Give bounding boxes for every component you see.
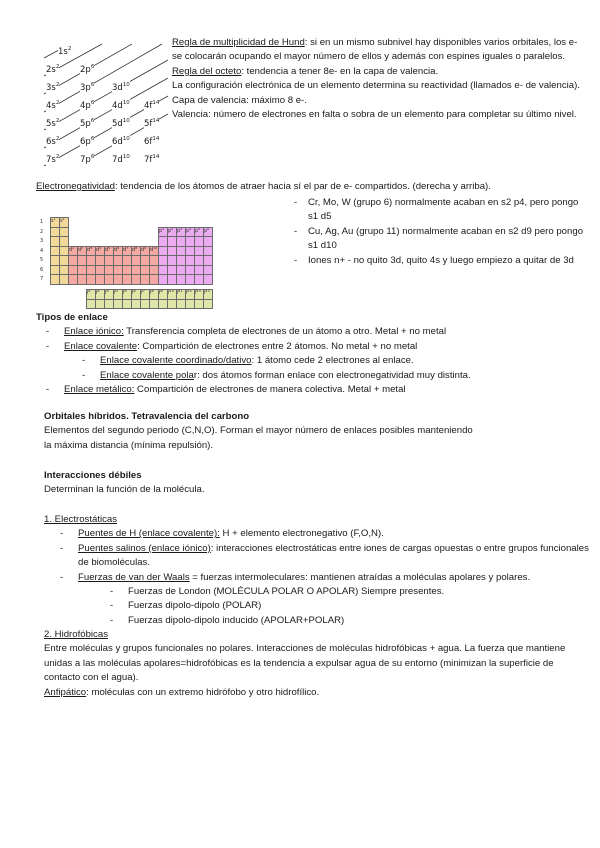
electro-section — [44, 513, 596, 628]
d-label: d³ — [87, 246, 93, 253]
p-label: p² — [168, 227, 174, 234]
electroneg-line — [36, 180, 596, 194]
list-item: - Fuerzas dipolo-dipolo inducido (APOLAR+POLAR) — [110, 614, 345, 626]
dipolo-text: Fuerzas dipolo-dipolo (POLAR) — [128, 600, 262, 612]
exceptions-list — [292, 196, 588, 268]
list-item: - Fuerzas de London (MOLÉCULA POLAR O APOLAR) Siempre presentes. — [110, 586, 445, 598]
f-label: f¹⁰ — [168, 290, 174, 297]
p-label: p¹ — [159, 227, 165, 234]
london-text: Fuerzas de London (MOLÉCULA POLAR O APOLAR) Siempre presentes. — [128, 586, 445, 598]
hibridos-line-2: la máxima distancia (mínima repulsión). — [44, 439, 214, 451]
orbital-label: $3s^2$ — [46, 78, 59, 95]
list-item: - Cu, Ag, Au (grupo 11) normalmente acaban en s2 d9 pero pongo s1 d10 — [294, 225, 584, 252]
hibridos-line-1: Elementos del segundo periodo (C,N,O). Forman el mayor número de enlaces posibles manteniendo — [44, 425, 473, 437]
polar-title-end: r — [193, 369, 198, 381]
anfipatico-title: Anfipático — [44, 686, 87, 698]
f-label: f¹³ — [195, 290, 201, 297]
list-item: - Enlace covalente: Compartición de electrones entre 2 átomos. No metal + no metal — [46, 340, 418, 352]
puentes-h-text: H + elemento electronegativo (F,O,N). — [219, 528, 384, 540]
hund-text: : si en un mismo subnivel hay disponibles varios orbitales, los e- se colocarán ocupando el mayor número de ellos y además con espines iguales o paralelos. — [172, 37, 578, 63]
orbital-label: $4s^2$ — [46, 96, 59, 113]
f-label: f⁷ — [141, 290, 145, 297]
f-label: f⁴ — [114, 290, 118, 297]
octeto-text: : tendencia a tener 8e- en la capa de valencia. — [241, 65, 439, 77]
octeto-title: Regla del octeto — [172, 65, 242, 77]
f-label: f⁵ — [123, 290, 127, 297]
metalico-text: Compartición de electrones de manera colectiva. Metal + metal — [134, 384, 406, 396]
period-number: 2 — [40, 228, 44, 235]
period-number: 7 — [40, 276, 44, 282]
f-label: f⁶ — [132, 290, 136, 297]
orbital-label: $5d^{10}$ — [112, 114, 130, 131]
list-item: - Cr, Mo, W (grupo 6) normalmente acaban en s2 p4, pero pongo s1 d5 — [294, 197, 579, 223]
d-label: d⁸ — [132, 246, 138, 253]
anfipatico-text: : moléculas con un extremo hidrófobo y otro hidrofílico. — [86, 686, 320, 698]
periodic-table — [40, 217, 290, 307]
debiles-section — [44, 469, 584, 498]
list-item: - Puentes salinos (enlace iónico): interacciones electrostáticas entre iones de cargas opuestas o entre grupos funcionales de biomoléculas. — [60, 542, 589, 569]
ionico-title: Enlace iónico: — [64, 326, 124, 338]
aufbau-diagram — [40, 40, 170, 175]
orbital-label: $4d^{10}$ — [112, 96, 130, 113]
f-label: f⁹ — [159, 290, 163, 297]
orbital-label: $6f^{14}$ — [144, 132, 159, 149]
orbital-label: $2p^6$ — [80, 60, 94, 77]
list-item: - Enlace covalente coordinado/dativo: 1 átomo cede 2 electrones al enlace. — [82, 355, 414, 367]
d-label: d¹ — [69, 246, 75, 253]
metalico-title: Enlace metálico: — [64, 384, 135, 396]
enlace-section — [36, 311, 596, 397]
d-label: d⁵ — [105, 246, 111, 253]
p-label: p⁴ — [186, 227, 192, 234]
exception-3: Iones n+ - no quito 3d, quito 4s y luego empiezo a quitar de 3d — [308, 254, 574, 266]
salinos-text: : interacciones electrostáticas entre iones de cargas opuestas o entre grupos funcionales de biomoléculas. — [78, 542, 589, 569]
period-number: 1 — [40, 219, 44, 225]
orbital-label: $7d^{10}$ — [112, 150, 130, 167]
p-block-cell — [203, 274, 213, 285]
d-label: d⁷ — [123, 246, 129, 253]
debiles-text: Determinan la función de la molécula. — [44, 484, 205, 496]
hidro-title: 2. Hidrofóbicas — [44, 629, 108, 640]
hund-title: Regla de multiplicidad de Hund — [172, 37, 305, 48]
period-number: 3 — [40, 238, 44, 244]
orbital-label: $3p^6$ — [80, 78, 94, 95]
valencia-text: Valencia: número de electrones en falta o sobra de un elemento para completar su último nivel. — [172, 109, 577, 121]
dipolo-inducido-text: Fuerzas dipolo-dipolo inducido (APOLAR+POLAR) — [128, 614, 345, 626]
hibridos-section — [44, 410, 584, 453]
orbital-label: $1s^2$ — [58, 42, 71, 59]
period-number: 4 — [40, 247, 44, 254]
f-label: f¹⁴ — [204, 290, 210, 297]
orbital-label: $3d^{10}$ — [112, 78, 130, 95]
list-item: - Iones n+ - no quito 3d, quito 4s y luego empiezo a quitar de 3d — [294, 254, 574, 266]
f-label: f¹¹ — [177, 290, 183, 297]
electroneg-title: Electronegatividad — [36, 181, 115, 192]
orbital-label: $7f^{14}$ — [144, 150, 159, 167]
vdw-title: Fuerzas de van der Waals — [78, 571, 190, 583]
ionico-text: Transferencia completa de electrones de un átomo a otro. Metal + no metal — [123, 326, 447, 338]
orbital-label: $7s^2$ — [46, 150, 59, 167]
electro-title: 1. Electrostáticas — [44, 514, 118, 525]
list-item: - Enlace covalente polar: dos átomos forman enlace con electronegatividad muy distinta. — [82, 369, 471, 381]
hibridos-title: Orbitales híbridos. Tetravalencia del carbono — [44, 411, 250, 422]
hidro-section — [44, 628, 584, 700]
orbital-label: $4f^{14}$ — [144, 96, 159, 113]
list-item: - Fuerzas dipolo-dipolo (POLAR) — [110, 600, 262, 612]
d-label: d⁶ — [114, 246, 120, 253]
polar-title: Enlace covalente pola — [100, 369, 194, 381]
orbital-label: $6d^{10}$ — [112, 132, 130, 149]
f-label: f³ — [105, 290, 109, 297]
period-number: 5 — [40, 257, 44, 263]
puentes-h-title: Puentes de H (enlace covalente): — [78, 528, 220, 540]
list-item: - Enlace metálico: Compartición de electrones de manera colectiva. Metal + metal — [46, 384, 406, 396]
d-label: d¹⁰ — [150, 246, 158, 253]
p-label: p³ — [177, 227, 183, 234]
exception-1: Cr, Mo, W (grupo 6) normalmente acaban en s2 p4, pero pongo s1 d5 — [308, 197, 579, 223]
s-label: s² — [60, 218, 65, 224]
covalente-text: : Compartición de electrones entre 2 átomos. No metal + no metal — [137, 340, 418, 352]
debiles-title: Interacciones débiles — [44, 470, 142, 481]
capa-text: Capa de valencia: máximo 8 e-. — [172, 94, 307, 106]
list-item: - Enlace iónico: Transferencia completa de electrones de un átomo a otro. Metal + no metal — [46, 326, 447, 338]
orbital-label: $5s^2$ — [46, 114, 59, 131]
d-label: d² — [78, 246, 84, 253]
period-number: 6 — [40, 266, 44, 273]
f-label: f⁸ — [150, 290, 154, 297]
list-item: - Puentes de H (enlace covalente): H + elemento electronegativo (F,O,N). — [60, 528, 384, 540]
orbital-label: $6s^2$ — [46, 132, 59, 149]
orbital-label: $5f^{14}$ — [144, 114, 159, 131]
electroneg-text: : tendencia de los átomos de atraer hacia sí el par de e- compartidos. (derecha y arriba). — [114, 181, 491, 192]
f-label: f¹² — [186, 290, 192, 297]
f-block-cell — [203, 299, 213, 310]
p-label: p⁵ — [195, 227, 201, 234]
d-label: d⁹ — [141, 246, 147, 253]
vdw-text: = fuerzas intermoleculares: mantienen atraídas a moléculas apolares y polares. — [189, 571, 531, 583]
salinos-title: Puentes salinos (enlace iónico) — [78, 542, 211, 554]
orbital-label: $5p^6$ — [80, 114, 94, 131]
s-label: s¹ — [51, 218, 56, 224]
polar-text: : dos átomos forman enlace con electronegatividad muy distinta. — [197, 369, 471, 381]
config-text: La configuración electrónica de un elemento determina su reactividad (llamados e- de valencia). — [172, 80, 580, 92]
coordinado-text: : 1 átomo cede 2 electrones al enlace. — [251, 355, 414, 367]
list-item: - Fuerzas de van der Waals = fuerzas intermoleculares: mantienen atraídas a moléculas apolares y polares. — [60, 571, 531, 583]
p-label: p⁶ — [204, 227, 210, 234]
exception-2: Cu, Ag, Au (grupo 11) normalmente acaban en s2 d9 pero pongo s1 d10 — [308, 225, 584, 252]
coordinado-title: Enlace covalente coordinado/dativo — [100, 355, 252, 367]
f-label: f¹ — [87, 290, 91, 297]
d-label: d⁴ — [96, 246, 102, 253]
orbital-label: $6p^6$ — [80, 132, 94, 149]
orbital-label: $4p^6$ — [80, 96, 94, 113]
orbital-label: $2s^2$ — [46, 60, 59, 77]
covalente-title: Enlace covalente — [64, 340, 138, 352]
enlace-title: Tipos de enlace — [36, 312, 108, 323]
hidro-text: Entre moléculas y grupos funcionales no polares. Interacciones de moléculas hidrofóbicas + agua. La fuerza que mantiene unidas a las moléculas apolares=hidrofóbicas es la tendencia a expulsar agua de su entorno (minimizan la superficie de contacto con el agua). — [44, 643, 566, 684]
f-label: f² — [96, 290, 100, 297]
rules-block — [172, 36, 584, 122]
orbital-label: $7p^6$ — [80, 150, 94, 167]
